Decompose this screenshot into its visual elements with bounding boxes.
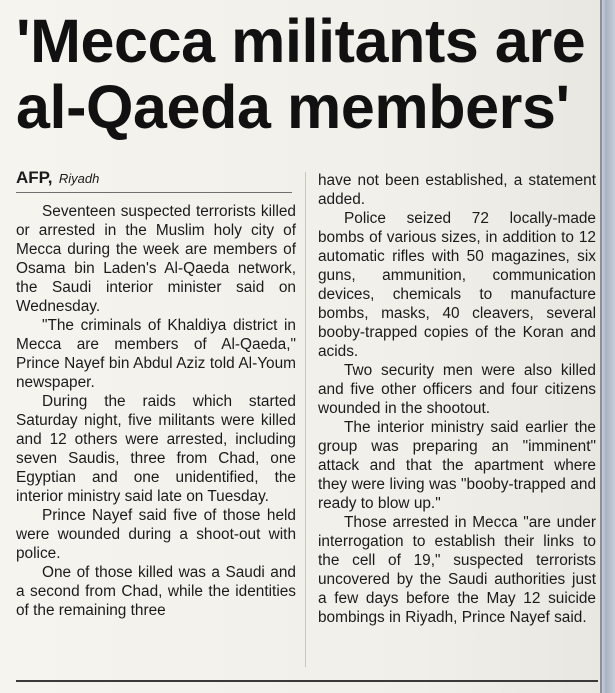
article-column-1 [16,168,296,620]
paragraph: Police seized 72 locally-made bombs of various sizes, in addition to 12 automatic rifles with 50 magazines, six guns, ammunition, communication devices, chemicals to manufacture bombs, masks, 40 cleavers, several booby-trapped copies of the Koran and acids. [318,210,596,360]
paragraph: The interior ministry said earlier the group was preparing an "imminent" attack and that the apartment where they were living was "booby-trapped and ready to blow up." [318,419,596,512]
page-edge [600,0,615,693]
byline-divider [16,192,292,193]
paragraph: Seventeen suspected terrorists killed or arrested in the Muslim holy city of Mecca during the week are members of Osama bin Laden's Al-Qaeda network, the Saudi interior minister said on Wednesday. [16,203,296,315]
paragraph: Those arrested in Mecca "are under interrogation to establish their links to the cell of 19," suspected terrorists uncovered by the Saudi authorities just a few days before the May 12 suicide bombings in Riyadh, Prince Nayef said. [318,514,596,626]
paragraph: During the raids which started Saturday night, five militants were killed and 12 others were arrested, including seven Saudis, three from Chad, one Egyptian and one unidentified, the interior ministry said late on Tuesday. [16,393,296,505]
byline-dateline: Riyadh [58,171,100,186]
paragraph: "The criminals of Khaldiya district in Mecca are members of Al-Qaeda," Prince Nayef bin Abdul Aziz told Al-Youm newspaper. [16,317,296,391]
article-headline [16,8,601,140]
headline-line-2: al-Qaeda members' [16,73,570,141]
bottom-rule [16,680,598,682]
paragraph-continuation: have not been established, a statement added. [318,172,596,208]
paragraph: Two security men were also killed and five other officers and four citizens wounded in the shootout. [318,362,596,417]
article-column-2 [318,171,596,627]
column-divider [305,172,306,667]
byline-agency: AFP, [16,168,53,187]
byline [16,168,296,188]
paragraph: One of those killed was a Saudi and a second from Chad, while the identities of the remaining three [16,564,296,619]
headline-line-1: 'Mecca militants are [16,7,586,75]
paragraph: Prince Nayef said five of those held were wounded during a shoot-out with police. [16,507,296,562]
